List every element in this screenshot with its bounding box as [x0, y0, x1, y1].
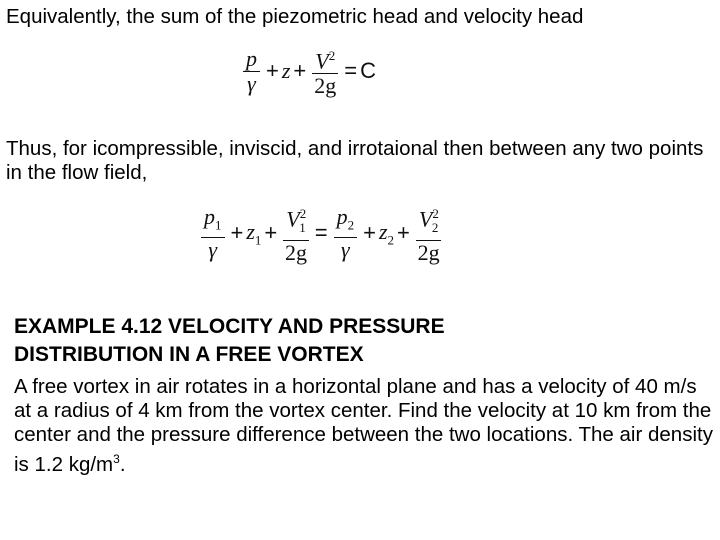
plus-sign: +: [230, 220, 244, 246]
example-body-text: A free vortex in air rotates in a horizontal plane and has a velocity of 40 m/s at a radius of 4 km from the vortex center. Find the velocity at 10 km from the center and the pressure difference between the two locations. The air density is 1.2 kg/m: [14, 375, 713, 476]
paragraph-two-points: Thus, for icompressible, inviscid, and irrotaional then between any two points in the flow field,: [6, 137, 704, 184]
subscript-2: 2: [431, 219, 439, 235]
plus-sign: +: [363, 220, 376, 246]
plus-sign: +: [266, 58, 279, 84]
subscript-1: 1: [254, 232, 262, 248]
gamma-symbol: γ: [247, 70, 256, 96]
cubic-exponent: 3: [113, 452, 120, 466]
velocity-head-2: [416, 203, 441, 264]
pressure-symbol: p: [243, 48, 260, 72]
intro-line: Equivalently, the sum of the piezometric head and velocity head: [6, 5, 584, 28]
velocity-symbol: V: [315, 48, 329, 74]
plus-sign: +: [264, 220, 278, 246]
pressure-symbol: p: [336, 203, 348, 229]
two-g: 2g: [314, 73, 337, 99]
pressure-head-1: [201, 203, 225, 263]
subscript-1: 1: [299, 219, 306, 235]
constant-symbol: C: [360, 58, 376, 84]
pressure-head-2: [334, 203, 358, 263]
elevation-symbol: z: [378, 218, 388, 244]
equals-sign: =: [344, 58, 358, 84]
example-body-period: .: [119, 452, 126, 476]
velocity-symbol: V: [286, 206, 300, 232]
subscript-2: 2: [387, 232, 395, 248]
pressure-head-fraction: [243, 45, 260, 96]
elevation-symbol: z: [281, 58, 291, 84]
square-exponent: 2: [328, 48, 336, 63]
square-exponent: 2: [432, 206, 439, 221]
example-body: [14, 375, 714, 477]
equals-sign: =: [314, 220, 328, 246]
bernoulli-two-points-equation: [198, 203, 444, 264]
bernoulli-equation-head: [240, 45, 376, 97]
subscript-1: 1: [215, 217, 222, 233]
subscript-2: 2: [347, 217, 355, 233]
two-g: 2g: [285, 239, 307, 265]
two-g: 2g: [417, 239, 440, 265]
velocity-symbol: V: [418, 206, 433, 232]
plus-sign: +: [293, 58, 307, 84]
gamma-symbol: γ: [208, 237, 218, 263]
velocity-head-1: [283, 203, 308, 264]
elevation-symbol: z: [246, 218, 255, 244]
square-exponent: 2: [299, 206, 307, 221]
velocity-head-fraction: [312, 45, 338, 97]
gamma-symbol: γ: [341, 237, 350, 263]
example-heading: EXAMPLE 4.12 VELOCITY AND PRESSURE DISTRIBUTION IN A FREE VORTEX: [14, 315, 445, 366]
pressure-symbol: p: [204, 203, 215, 229]
plus-sign: +: [397, 220, 410, 246]
